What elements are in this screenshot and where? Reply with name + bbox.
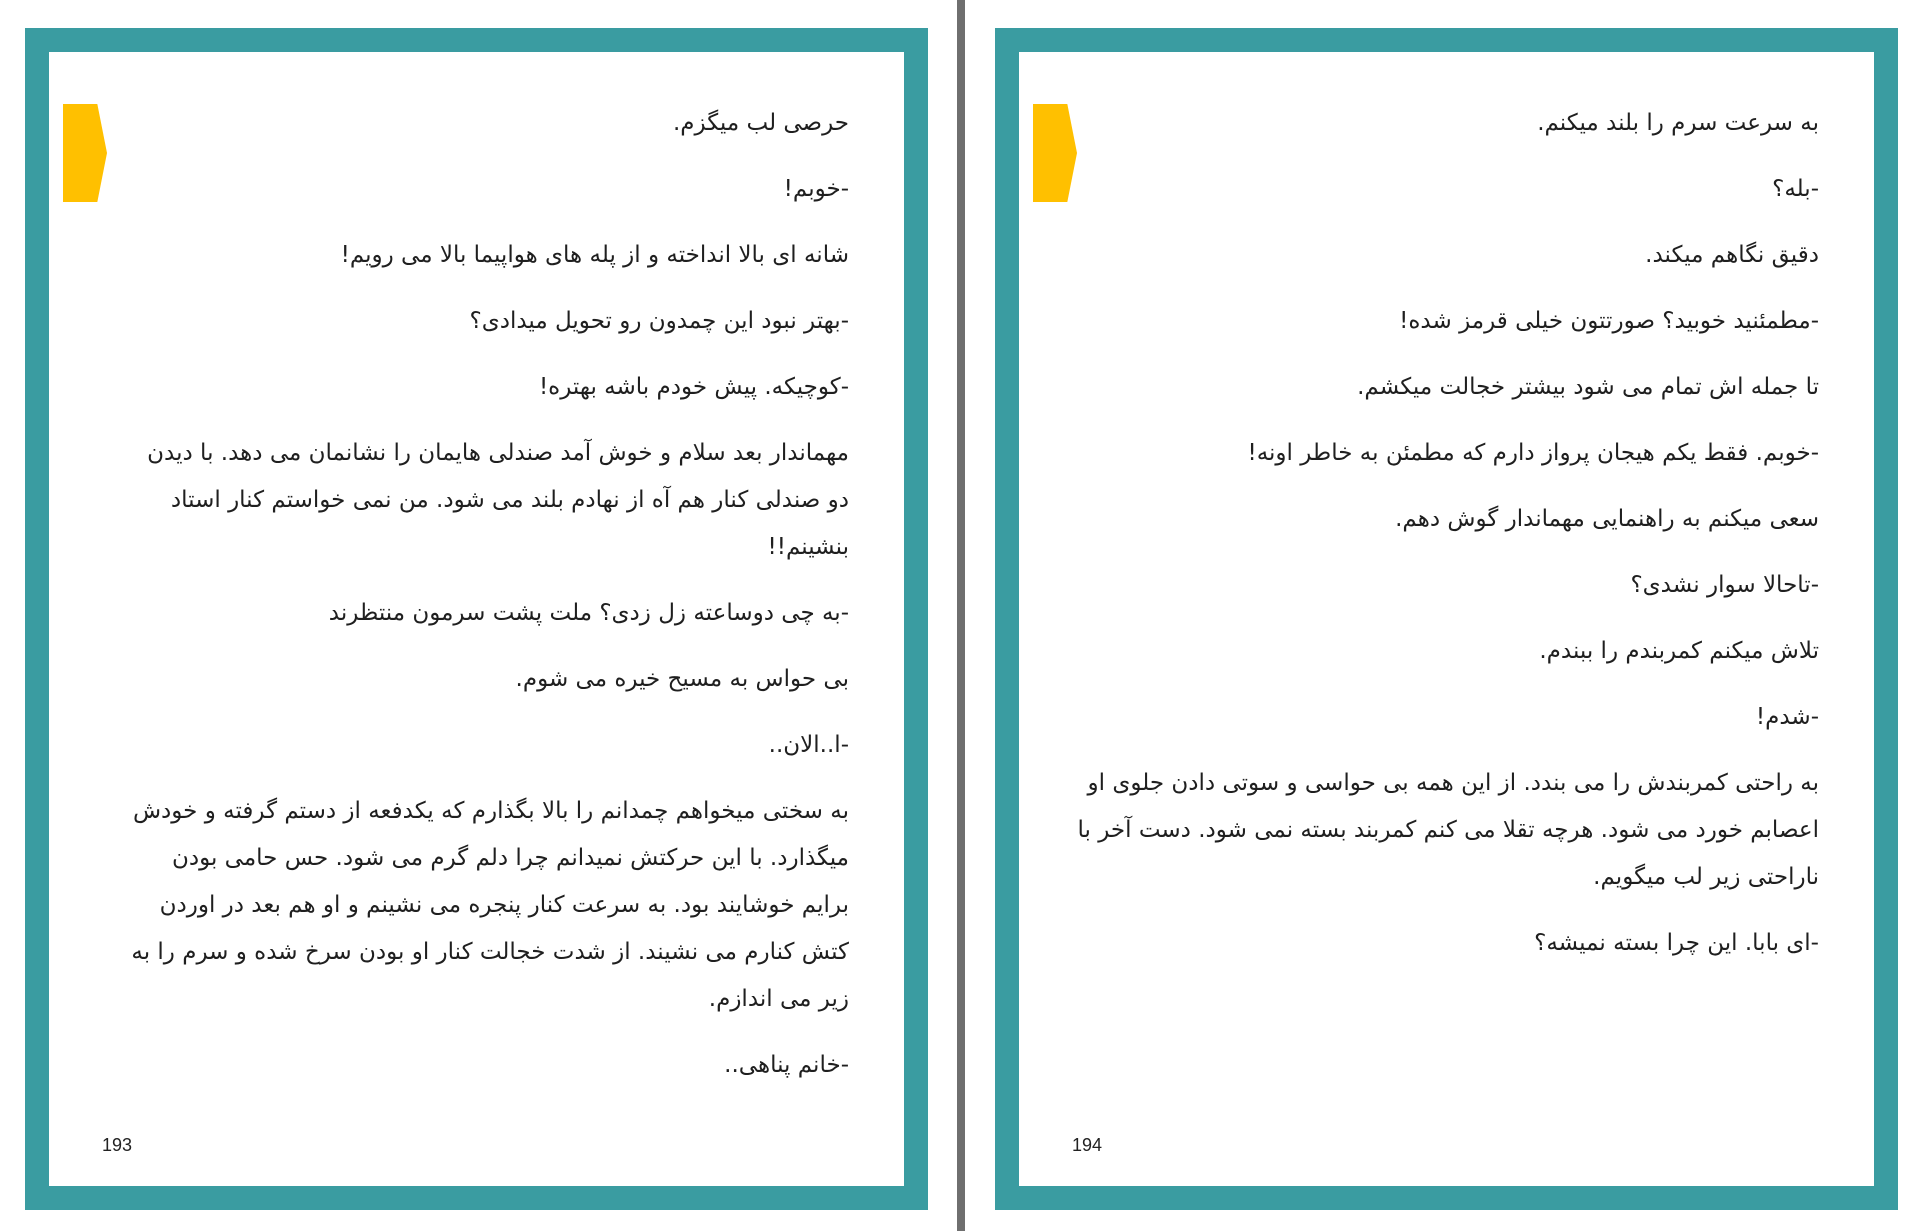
paragraph: -ا..الان.. [768, 732, 849, 758]
paragraph: -خوبم. فقط یکم هیجان پرواز دارم که مطمئن به خاطر اونه! [1247, 440, 1819, 466]
paragraph: به سرعت سرم را بلند میکنم. [1537, 110, 1819, 136]
spread-divider [957, 0, 965, 1231]
paragraph: تلاش میکنم کمربندم را ببندم. [1539, 638, 1819, 664]
paragraph: -ای بابا. این چرا بسته نمیشه؟ [1534, 930, 1819, 956]
left-page-inner [49, 52, 904, 1186]
paragraph: -بله؟ [1772, 176, 1819, 202]
paragraph: مهماندار بعد سلام و خوش آمد صندلی هایمان را نشانمان می دهد. با دیدن دو صندلی کنار هم آه از نهادم بلند می شود. من نمی خواستم کنار استاد بنشینم!! [147, 440, 849, 560]
page-number: 193 [102, 1135, 133, 1155]
right-page-text [1069, 100, 1819, 986]
paragraph: حرصی لب میگزم. [672, 110, 849, 136]
right-page-inner [1019, 52, 1874, 1186]
paragraph: -شدم! [1755, 704, 1819, 730]
paragraph: تا جمله اش تمام می شود بیشتر خجالت میکشم. [1357, 374, 1819, 400]
paragraph: -تاحالا سوار نشدی؟ [1630, 572, 1819, 598]
paragraph: به سختی میخواهم چمدانم را بالا بگذارم که یکدفعه از دستم گرفته و خودش میگذارد. با این حرکتش نمیدانم چرا دلم گرم می شود. حس حامی بودن برایم خوشایند بود. به سرعت کنار پنجره می نشینم و او هم بعد در اوردن کتش کنارم می نشیند. از شدت خجالت کنار او بودن سرخ شده و سرم را به زیر می اندازم. [131, 798, 849, 1012]
paragraph: -بهتر نبود این چمدون رو تحویل میدادی؟ [469, 308, 849, 334]
bookmark-tab-icon [63, 104, 107, 202]
paragraph: -خانم پناهی.. [724, 1052, 849, 1078]
paragraph: دقیق نگاهم میکند. [1645, 242, 1819, 268]
paragraph: بی حواس به مسیح خیره می شوم. [515, 666, 849, 692]
paragraph: شانه ای بالا انداخته و از پله های هواپیما بالا می رویم! [340, 242, 849, 268]
paragraph: -مطمئنید خوبید؟ صورتتون خیلی قرمز شده! [1399, 308, 1819, 334]
paragraph: -خوبم! [783, 176, 849, 202]
left-page [25, 28, 928, 1210]
page-number: 194 [1072, 1135, 1103, 1155]
paragraph: -به چی دوساعته زل زدی؟ ملت پشت سرمون منتظرند [328, 600, 849, 626]
paragraph: سعی میکنم به راهنمایی مهماندار گوش دهم. [1395, 506, 1819, 532]
right-page [995, 28, 1898, 1210]
paragraph: -کوچیکه. پیش خودم باشه بهتره! [538, 374, 849, 400]
left-page-text [124, 100, 849, 1108]
paragraph: به راحتی کمربندش را می بندد. از این همه بی حواسی و سوتی دادن جلوی او اعصابم خورد می شود. هرچه تقلا می کنم کمربند بسته نمی شود. دست آخر با ناراحتی زیر لب میگویم. [1077, 770, 1819, 890]
